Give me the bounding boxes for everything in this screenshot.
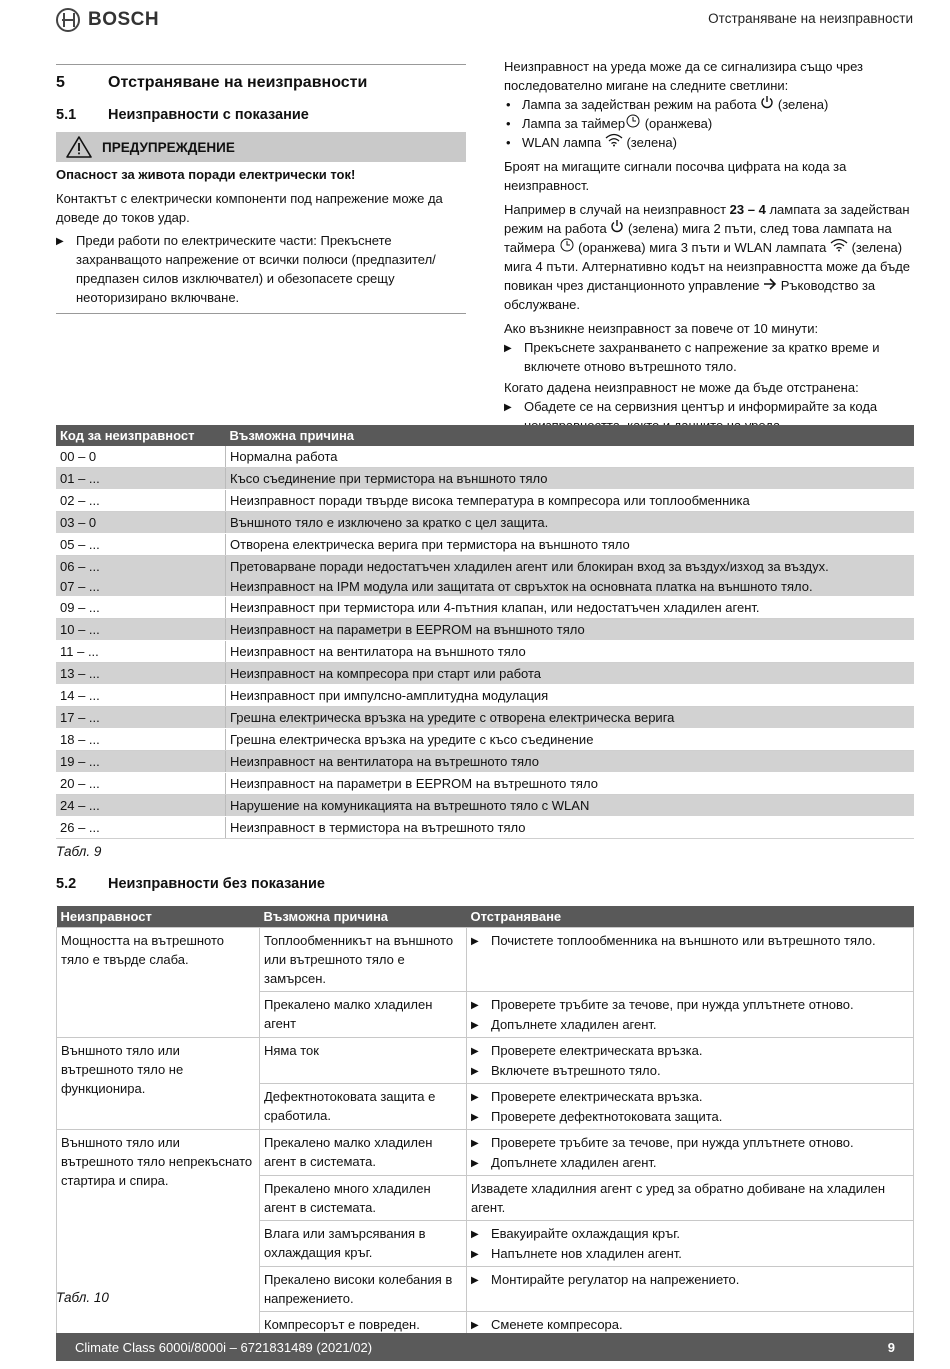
cause-cell: Прекалено малко хладилен агент	[260, 992, 467, 1038]
remedy-cell	[467, 1084, 914, 1130]
fault-cause-cell: Неизправност при термистора или 4-пътния клапан, или недостатъчен хладилен агент.	[226, 597, 915, 619]
cause-cell: Прекалено малко хладилен агент в системата.	[260, 1130, 467, 1176]
fault-code-cell: 07 – ...	[56, 577, 226, 597]
remedy-action: ▶ Евакуирайте охлаждащия кръг.	[471, 1224, 909, 1243]
remedy-cell	[467, 992, 914, 1038]
table-header-row	[57, 906, 914, 928]
table-row	[56, 512, 914, 534]
over10-action: ▶ Прекъснете захранването с напрежение за кратко време и включете отново вътрешното тяло.	[504, 338, 914, 376]
fault-code-cell: 10 – ...	[56, 619, 226, 641]
table-row	[56, 597, 914, 619]
column-header: Неизправност	[57, 906, 260, 928]
remedy-action: ▶ Допълнете хладилен агент.	[471, 1015, 909, 1034]
power-icon	[760, 95, 774, 109]
table-row	[56, 534, 914, 556]
page-number: 9	[887, 1339, 895, 1355]
section-5-1-heading: 5.1 Неизправности с показание	[56, 107, 309, 123]
fault-code-cell: 05 – ...	[56, 534, 226, 556]
warning-text: Контактът с електрически компоненти под напрежение може да доведе до токов удар.	[56, 191, 443, 225]
table-caption: Табл. 9	[56, 844, 102, 859]
fault-cause-cell: Късо съединение при термистора на външното тяло	[226, 468, 915, 490]
column-header: Възможна причина	[260, 906, 467, 928]
remedy-cell	[467, 928, 914, 992]
warning-label: ПРЕДУПРЕЖДЕНИЕ	[102, 139, 235, 155]
section-5-heading: 5 Отстраняване на неизправности	[56, 74, 368, 91]
fault-cell: Външното тяло или вътрешното тяло непрекъснато стартира и спира.	[57, 1130, 260, 1338]
fault-code-cell: 26 – ...	[56, 817, 226, 839]
blink-intro: Неизправност на уреда може да се сигнализира също чрез последователно мигане на следните светлини:	[504, 59, 864, 93]
section-5-2-heading: 5.2 Неизправности без показание	[56, 876, 325, 892]
warning-action: ▶ Преди работи по електрическите части: Прекъснете захранващото напрежение от всички полюси (предпазител/ предпазен силов изключвател) и обезопасете срещу неоторизирано включване.	[56, 231, 466, 307]
fault-cause-cell: Неизправност на вентилатора на вътрешното тяло	[226, 751, 915, 773]
warning-triangle-icon	[66, 135, 92, 159]
fault-code-cell: 24 – ...	[56, 795, 226, 817]
fault-code-cell: 06 – ...	[56, 556, 226, 578]
fault-cause-cell: Неизправност в термистора на вътрешното тяло	[226, 817, 915, 839]
example-code: 23 – 4	[729, 202, 766, 217]
fault-cell: Мощността на вътрешното тяло е твърде слаба.	[57, 928, 260, 1038]
left-column	[56, 64, 466, 314]
fault-cause-cell: Нарушение на комуникацията на вътрешното тяло с WLAN	[226, 795, 915, 817]
lamp-item: • WLAN лампа (зелена)	[504, 133, 914, 152]
table-row	[56, 577, 914, 597]
fault-code-cell: 09 – ...	[56, 597, 226, 619]
column-header: Отстраняване	[467, 906, 914, 928]
table-body	[56, 446, 914, 839]
fault-code-cell: 03 – 0	[56, 512, 226, 534]
lamp-item: • Лампа за таймер (оранжева)	[504, 114, 914, 133]
table-row	[56, 641, 914, 663]
table-row	[56, 817, 914, 839]
divider	[56, 313, 466, 314]
table-row	[56, 773, 914, 795]
fault-code-cell: 02 – ...	[56, 490, 226, 512]
fault-code-cell: 01 – ...	[56, 468, 226, 490]
fault-code-cell: 13 – ...	[56, 663, 226, 685]
cannot-fix-action: ▶ Обадете се на сервизния център и информирайте за кода	[504, 397, 914, 435]
remedy-action: ▶ Проверете тръбите за течове, при нужда уплътнете отново.	[471, 995, 909, 1014]
fault-cell: Външното тяло или вътрешното тяло не функционира.	[57, 1038, 260, 1130]
divider	[56, 64, 466, 65]
clock-icon	[625, 114, 641, 128]
over10-text: Ако възникне неизправност за повече от 10 минути:	[504, 321, 819, 336]
table-caption: Табл. 10	[56, 1290, 109, 1305]
cause-cell: Влага или замърсявания в охлаждащия кръг.	[260, 1221, 467, 1267]
table-row	[56, 446, 914, 468]
wifi-icon	[830, 238, 848, 252]
table-row	[56, 751, 914, 773]
fault-cause-cell: Неизправност на параметри в EEPROM на външното тяло	[226, 619, 915, 641]
fault-cause-cell: Грешна електрическа връзка на уредите с отворена електрическа верига	[226, 707, 915, 729]
table-row	[56, 490, 914, 512]
remedy-cell	[467, 1221, 914, 1267]
fault-cause-cell: Неизправност на IPM модула или защитата от свръхток на основната платка на външното тяло.	[226, 577, 915, 597]
remedy-action: ▶ Сменете компресора.	[471, 1315, 909, 1334]
cause-cell: Няма ток	[260, 1038, 467, 1084]
fault-code-cell: 00 – 0	[56, 446, 226, 468]
example-paragraph: Например в случай на неизправност 23 – 4 лампата за задействан режим на работа (зелена) мига 2 пъти, след това лампата на таймера (оранжева) мига 3 пъти и WLAN лампата (зелена) мига 4 пъти. Алтернативно кодът на неизправността може да бъде повикан чрез дистанционното управление Ръководство за обслужване.	[504, 202, 911, 312]
table-row	[56, 663, 914, 685]
running-header: Отстраняване на неизправности	[708, 11, 913, 26]
remedy-action: ▶ Включете вътрешното тяло.	[471, 1061, 909, 1080]
fault-cause-cell: Неизправност поради твърде висока температура в компресора или топлообменника	[226, 490, 915, 512]
table-row	[56, 468, 914, 490]
remedy-action: ▶ Почистете топлообменника на външното или вътрешното тяло.	[471, 931, 909, 950]
remedy-action: ▶ Монтирайте регулатор на напрежението.	[471, 1270, 909, 1289]
bosch-armature-icon	[56, 8, 80, 32]
table-row	[56, 556, 914, 578]
table-row	[56, 685, 914, 707]
brand-logo	[56, 8, 159, 32]
table-row	[57, 928, 914, 992]
page-footer	[56, 1333, 914, 1361]
fault-cause-cell: Нормална работа	[226, 446, 915, 468]
remedy-cell	[467, 1267, 914, 1312]
fault-cause-cell: Неизправност на компресора при старт или работа	[226, 663, 915, 685]
fault-cause-cell: Неизправност на параметри в EEPROM на вътрешното тяло	[226, 773, 915, 795]
remedy-action: ▶ Проверете дефектнотоковата защита.	[471, 1107, 909, 1126]
fault-code-cell: 20 – ...	[56, 773, 226, 795]
document-reference: Climate Class 6000i/8000i – 6721831489 (2021/02)	[75, 1339, 373, 1355]
lamp-item: • Лампа за задействан режим на работа (зелена)	[504, 95, 914, 114]
remedy-action: ▶ Проверете тръбите за течове, при нужда уплътнете отново.	[471, 1133, 909, 1152]
fault-code-cell: 18 – ...	[56, 729, 226, 751]
fault-code-cell: 17 – ...	[56, 707, 226, 729]
column-header: Код за неизправност	[56, 425, 226, 446]
table-row	[57, 1038, 914, 1084]
remedy-action: ▶ Напълнете нов хладилен агент.	[471, 1244, 909, 1263]
cause-cell: Прекалено високи колебания в напрежението.	[260, 1267, 467, 1312]
fault-cause-cell: Претоварване поради недостатъчен хладилен агент или блокиран вход за въздух/изход за въздух.	[226, 556, 915, 578]
table-row	[56, 795, 914, 817]
table-header-row	[56, 425, 914, 446]
table-body	[57, 928, 914, 1338]
table-row	[56, 707, 914, 729]
clock-icon	[559, 238, 575, 252]
fault-cause-cell: Неизправност на вентилатора на външното тяло	[226, 641, 915, 663]
remedy-cell	[467, 1038, 914, 1084]
cause-cell: Прекалено много хладилен агент в системата.	[260, 1176, 467, 1221]
fault-code-cell: 19 – ...	[56, 751, 226, 773]
remedy-action: ▶ Проверете електрическата връзка.	[471, 1041, 909, 1060]
fault-cause-cell: Неизправност при импулсно-амплитудна модулация	[226, 685, 915, 707]
fault-code-cell: 14 – ...	[56, 685, 226, 707]
remedy-cell	[467, 1130, 914, 1176]
table-row	[57, 1130, 914, 1176]
cause-cell: Дефектнотоковата защита е сработила.	[260, 1084, 467, 1130]
warning-headline: Опасност за живота поради електрически ток!	[56, 167, 356, 182]
fault-cause-cell: Грешна електрическа връзка на уредите с късо съединение	[226, 729, 915, 751]
fault-code-table	[56, 425, 914, 839]
column-header: Възможна причина	[226, 425, 915, 446]
warning-banner	[56, 132, 466, 162]
fault-code-cell: 11 – ...	[56, 641, 226, 663]
fault-cause-cell: Външното тяло е изключено за кратко с цел защита.	[226, 512, 915, 534]
cause-cell: Топлообменникът на външното или вътрешното тяло е замърсен.	[260, 928, 467, 992]
remedy-action: ▶ Допълнете хладилен агент.	[471, 1153, 909, 1172]
blink-count-text: Броят на мигащите сигнали посочва цифрата на кода за неизправност.	[504, 159, 847, 193]
fault-cause-cell: Отворена електрическа верига при термистора на външното тяло	[226, 534, 915, 556]
table-row	[56, 619, 914, 641]
brand-name: BOSCH	[88, 9, 160, 30]
cannot-fix-text: Когато дадена неизправност не може да бъде отстранена:	[504, 380, 859, 395]
remedy-text: Извадете хладилния агент с уред за обратно добиване на хладилен агент.	[471, 1181, 886, 1215]
right-column	[504, 57, 914, 435]
arrow-right-icon	[763, 278, 777, 290]
wifi-icon	[605, 133, 623, 147]
remedy-action: ▶ Проверете електрическата връзка.	[471, 1087, 909, 1106]
cause-cell: Компресорът е повреден.	[260, 1312, 467, 1338]
power-icon	[610, 219, 624, 233]
remedy-cell	[467, 1176, 914, 1221]
lamp-list	[504, 95, 914, 152]
fault-no-code-table	[56, 906, 914, 1338]
table-row	[56, 729, 914, 751]
